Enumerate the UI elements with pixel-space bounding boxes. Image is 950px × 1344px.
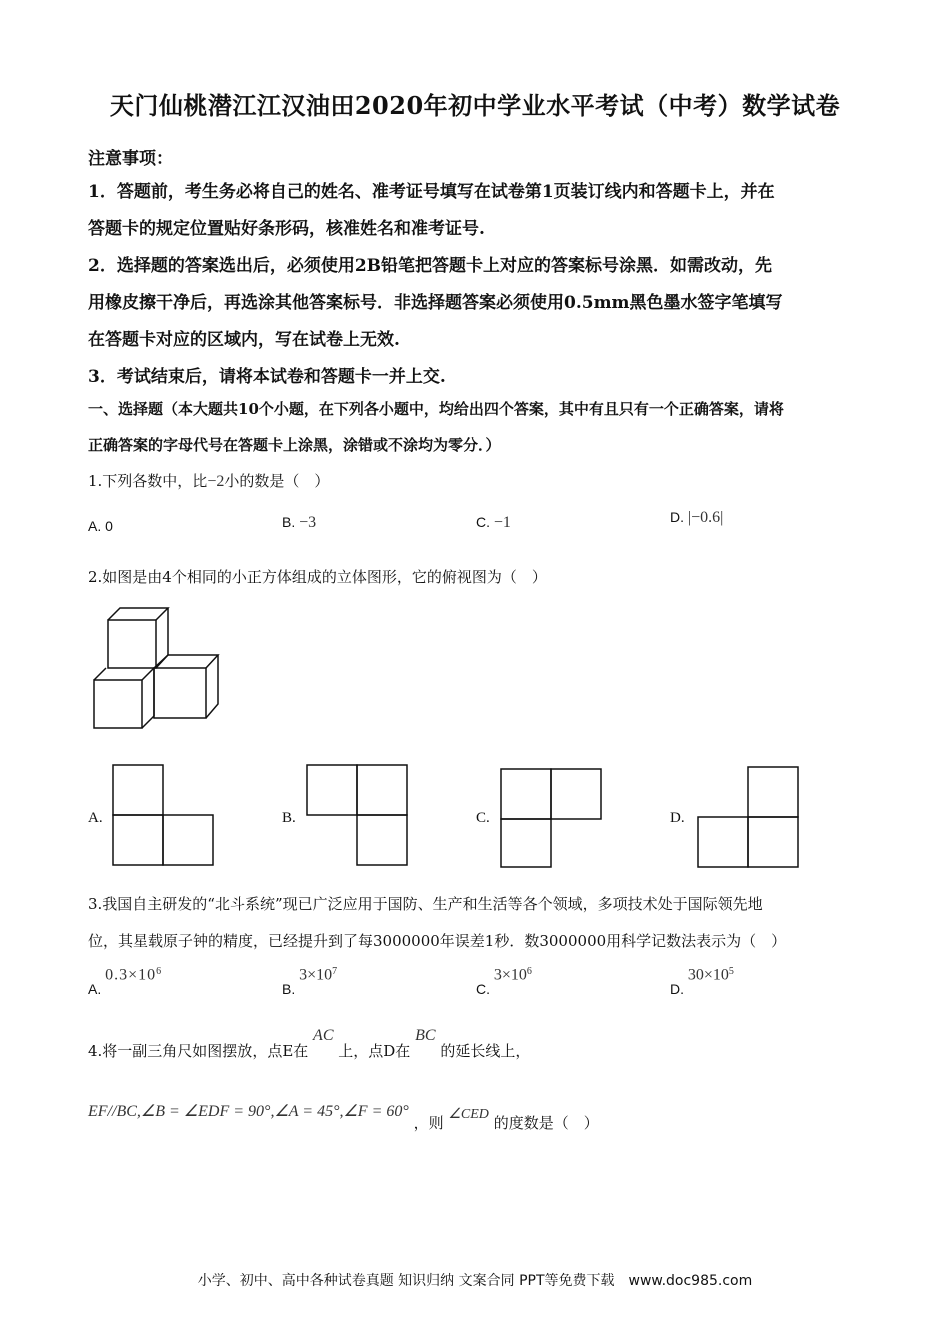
q4-condition-formula: EF//BC,∠B = ∠EDF = 90°,∠A = 45°,∠F = 60° bbox=[88, 1103, 409, 1120]
q1-text-after: 小的数是（ ） bbox=[224, 472, 330, 490]
note-2-line-3: 在答题卡对应的区域内，写在试卷上无效. bbox=[88, 330, 400, 350]
q4-angle-ced: ∠CED bbox=[448, 1107, 489, 1122]
q2-option-a-figure bbox=[110, 762, 216, 868]
q3-option-c: C. $3\times 10^6$ bbox=[476, 966, 532, 997]
note-2-line-2: 用橡皮擦干净后，再选涂其他答案标号．非选择题答案必须使用0.5mm黑色墨水签字笔填写 bbox=[88, 293, 783, 313]
question-3-line-2: 位，其星载原子钟的精度，已经提升到了每3000000年误差1秒．数3000000用科学记数法表示为（ ） bbox=[88, 932, 787, 950]
q1-option-b: B. −3 bbox=[282, 514, 317, 531]
question-4-conditions: EF//BC,∠B = ∠EDF = 90°,∠A = 45°,∠F = 60° ，则 ∠CED 的度数是（ ） bbox=[88, 1103, 599, 1132]
q2-option-c-label: C. bbox=[476, 810, 490, 826]
q2-option-b-figure bbox=[304, 762, 410, 868]
note-3: 3．考试结束后，请将本试卷和答题卡一并上交. bbox=[88, 367, 446, 387]
note-1-line-2: 答题卡的规定位置贴好条形码，核准姓名和准考证号. bbox=[88, 219, 485, 239]
section-1-line-1: 一、选择题（本大题共10个小题，在下列各小题中，均给出四个答案，其中有且只有一个正确答案，请将 bbox=[88, 400, 784, 418]
question-1 bbox=[88, 470, 329, 491]
notes-heading: 注意事项： bbox=[88, 149, 173, 169]
q2-option-b-label: B. bbox=[282, 810, 296, 826]
q3-option-d: D. $30\times 10^5$ bbox=[670, 966, 734, 997]
section-1-line-2: 正确答案的字母代号在答题卡上涂黑，涂错或不涂均为零分．） bbox=[88, 436, 501, 454]
note-1-line-1: 1．答题前，考生务必将自己的姓名、准考证号填写在试卷第1页装订线内和答题卡上，并在 bbox=[88, 182, 775, 202]
q2-option-d-label: D. bbox=[670, 810, 685, 826]
q4-segment-bc: BC bbox=[415, 1027, 436, 1044]
q3-option-b: B. $3\times 10^7$ bbox=[282, 966, 338, 997]
note-2-line-1: 2．选择题的答案选出后，必须使用2B铅笔把答题卡上对应的答案标号涂黑．如需改动，先 bbox=[88, 256, 773, 276]
q4-segment-ac: AC bbox=[313, 1027, 334, 1044]
q1-option-d: D. |−0.6| bbox=[670, 509, 724, 526]
q2-option-a-label: A. bbox=[88, 810, 103, 826]
q1-option-c: C. −1 bbox=[476, 514, 511, 531]
q1-math: −2 bbox=[207, 473, 225, 490]
q2-option-c-figure bbox=[498, 766, 604, 872]
cube-figure bbox=[88, 600, 228, 740]
question-2: 2.如图是由4个相同的小正方体组成的立体图形，它的俯视图为（ ） bbox=[88, 568, 547, 586]
footer: 小学、初中、高中各种试卷真题 知识归纳 文案合同 PPT等免费下载 www.doc985.com bbox=[197, 1273, 753, 1289]
q1-text-before: 1.下列各数中，比 bbox=[88, 472, 208, 490]
q3-option-a: A. $0.3\times 10^6$ bbox=[88, 966, 162, 997]
question-4: 4.将一副三角尺如图摆放，点E在 AC 上，点D在 BC 的延长线上， bbox=[88, 1027, 531, 1060]
q2-option-d-figure bbox=[695, 764, 801, 870]
question-3-line-1: 3.我国自主研发的“北斗系统”现已广泛应用于国防、生产和生活等各个领域，多项技术处于国际领先地 bbox=[88, 895, 763, 913]
q1-option-a: A. 0 bbox=[88, 518, 113, 534]
page-title: 天门仙桃潜江江汉油田2020年初中学业水平考试（中考）数学试卷 bbox=[109, 91, 841, 120]
